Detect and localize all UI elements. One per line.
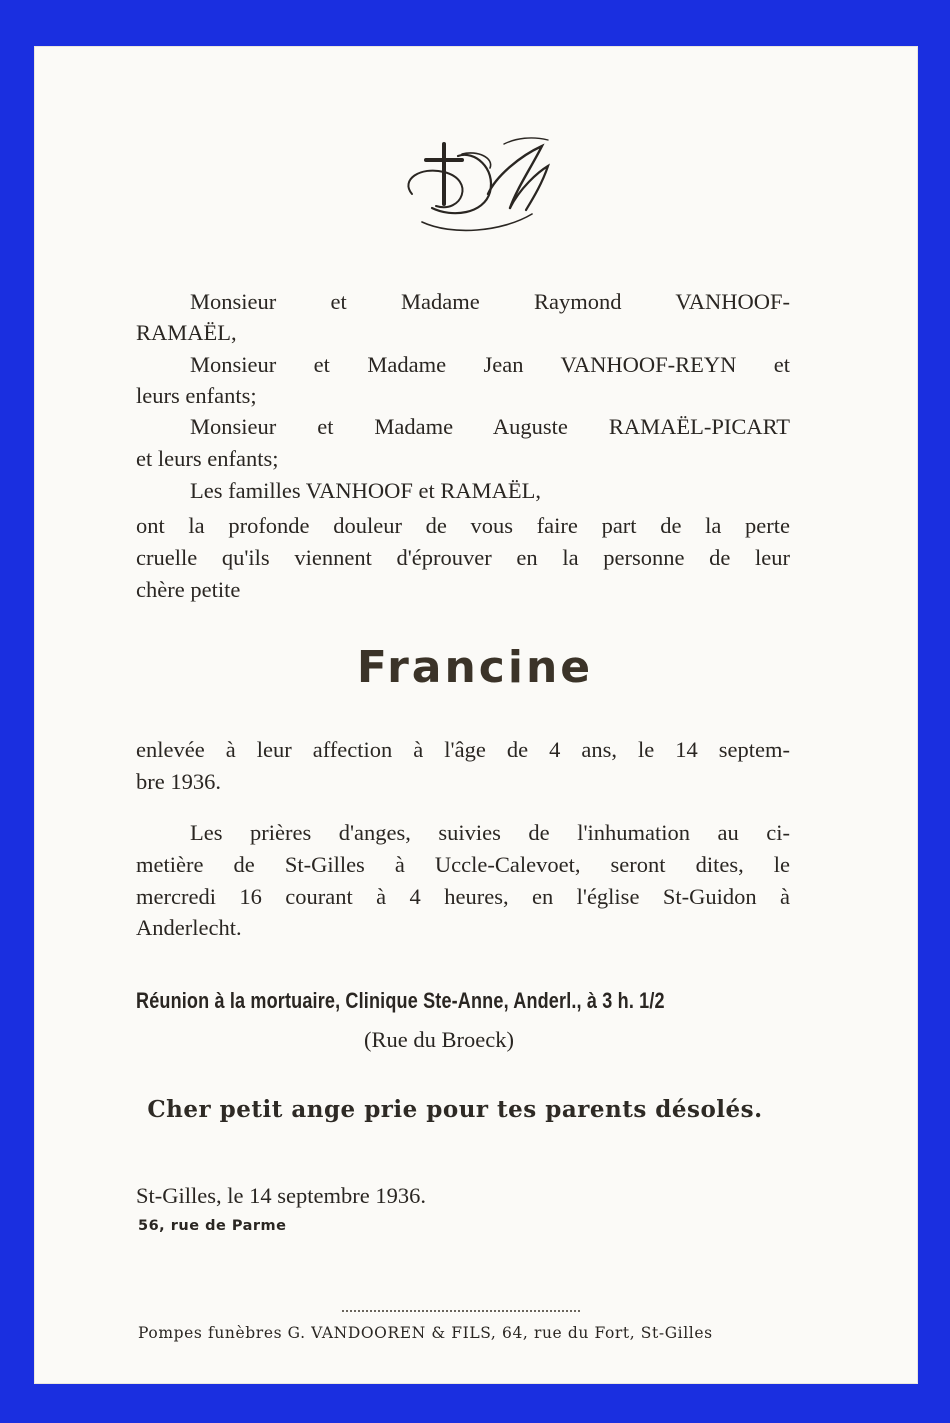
intro-line: cruelle qu'ils viennent d'éprouver en la personne de leur — [136, 545, 790, 570]
family-line: RAMAËL, — [136, 320, 237, 345]
family-line: Monsieur et Madame Raymond VANHOOF- — [190, 289, 790, 314]
death-line: enlevée à leur affection à l'âge de 4 ans, le 14 septem- — [136, 737, 790, 762]
family-line: et leurs enfants; — [136, 446, 279, 471]
death-line: bre 1936. — [136, 769, 221, 794]
intro-line: chère petite — [136, 577, 241, 602]
family-line: leurs enfants; — [136, 383, 257, 408]
meeting-line: Réunion à la mortuaire, Clinique Ste-Anne, Anderl., à 3 h. 1/2 — [136, 988, 665, 1013]
service-line: Anderlecht. — [136, 915, 242, 940]
family-line: Monsieur et Madame Jean VANHOOF-REYN et — [190, 352, 790, 377]
divider — [342, 1310, 580, 1312]
address: 56, rue de Parme — [138, 1218, 287, 1234]
prayer-line: Cher petit ange prie pour tes parents désolés. — [147, 1096, 763, 1123]
cross-monogram-icon — [392, 96, 572, 246]
service-line: Les prières d'anges, suivies de l'inhumation au ci- — [190, 820, 790, 845]
meeting-sub: (Rue du Broeck) — [364, 1027, 514, 1052]
service-line: metière de St-Gilles à Uccle-Calevoet, seront dites, le — [136, 852, 790, 877]
family-line: Les familles VANHOOF et RAMAËL, — [190, 478, 542, 503]
undertaker-footer: Pompes funèbres G. VANDOOREN & FILS, 64, rue du Fort, St-Gilles — [138, 1324, 713, 1342]
place-date: St-Gilles, le 14 septembre 1936. — [136, 1183, 426, 1208]
deceased-name: Francine — [356, 642, 594, 693]
service-line: mercredi 16 courant à 4 heures, en l'église St-Guidon à — [136, 884, 790, 909]
family-line: Monsieur et Madame Auguste RAMAËL-PICART — [190, 414, 790, 439]
intro-line: ont la profonde douleur de vous faire part de la perte — [136, 513, 790, 538]
